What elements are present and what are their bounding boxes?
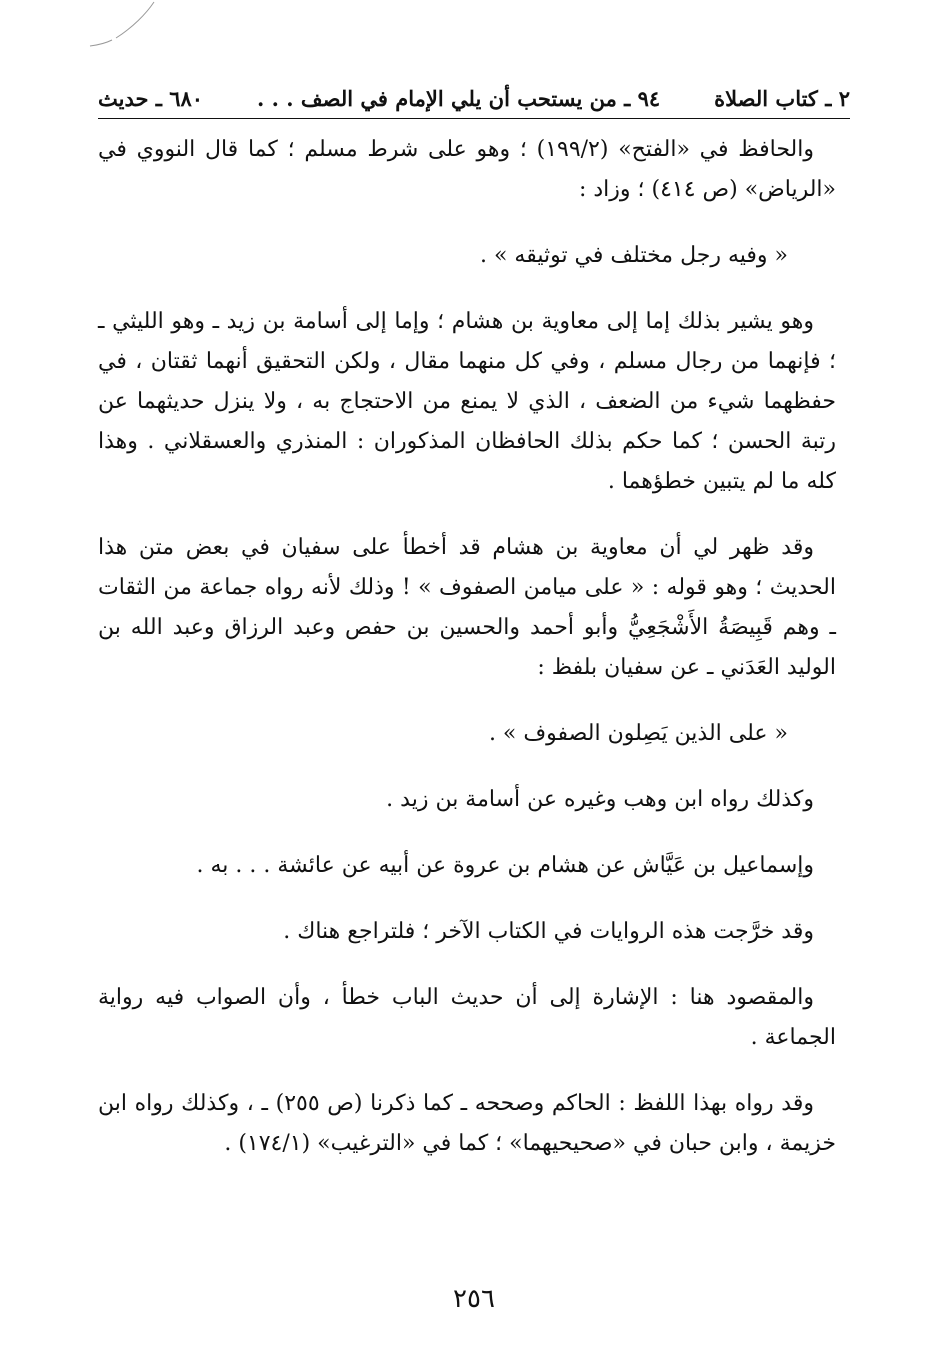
paragraph-1: والحافظ في «الفتح» (١٩٩/٢) ؛ وهو على شرط مسلم ؛ كما قال النووي في «الرياض» (ص ٤١٤) ؛ وزاد :: [98, 137, 836, 202]
header-section-title: ٩٤ ـ من يستحب أن يلي الإمام في الصف . . .: [257, 85, 661, 111]
paragraph-6: وكذلك رواه ابن وهب وغيره عن أسامة بن زيد .: [386, 787, 814, 812]
paragraph-9: والمقصود هنا : الإشارة إلى أن حديث الباب خطأ ، وأن الصواب فيه رواية الجماعة .: [98, 985, 836, 1050]
page-body: [98, 130, 836, 1190]
corner-pencil-mark: [88, 0, 160, 50]
paragraph-7: وإسماعيل بن عَيَّاش عن هشام بن عروة عن أبيه عن عائشة . . . به .: [196, 853, 814, 878]
header-chapter-title: ٢ ـ كتاب الصلاة: [714, 85, 850, 111]
page-number: ٢٥٦: [453, 1284, 495, 1314]
paragraph-8: وقد خرَّجت هذه الروايات في الكتاب الآخر ؛ فلتراجع هناك .: [283, 919, 814, 944]
quoted-wording: « على الذين يَصِلون الصفوف » .: [488, 721, 788, 746]
paragraph-10: وقد رواه بهذا اللفظ : الحاكم وصححه ـ كما ذكرنا (ص ٢٥٥) ـ ، وكذلك رواه ابن خزيمة ، وابن حبان في «صحيحيهما» ؛ كما في «الترغيب» (١٧٤/١) .: [98, 1091, 836, 1156]
quoted-remark: « وفيه رجل مختلف في توثيقه » .: [479, 243, 788, 268]
paragraph-3: وهو يشير بذلك إما إلى معاوية بن هشام ؛ وإما إلى أسامة بن زيد ـ وهو الليثي ـ ؛ فإنهما من رجال مسلم ، وفي كل منهما مقال ، ولكن التحقيق أنهما ثقتان ، في حفظهما شيء من الضعف ، الذي لا يمنع من الاحتجاج به ، ولا ينزل حديثهما عن رتبة الحسن ؛ كما حكم بذلك الحافظان المذكوران : المنذري والعسقلاني . وهذا كله ما لم يتبين خطؤهما .: [98, 309, 836, 494]
header-hadith-number: ٦٨٠ ـ حديث: [98, 85, 204, 111]
running-header: [98, 78, 850, 119]
paragraph-4: وقد ظهر لي أن معاوية بن هشام قد أخطأ على سفيان في بعض متن هذا الحديث ؛ وهو قوله : « على ميامن الصفوف » ! وذلك لأنه رواه جماعة من الثقات ـ وهم قَبِيصَةُ الأَشْجَعِيُّ وأبو أحمد والحسين بن حفص وعبد الرزاق وعبد الله بن الوليد العَدَني ـ عن سفيان بلفظ :: [98, 535, 836, 680]
